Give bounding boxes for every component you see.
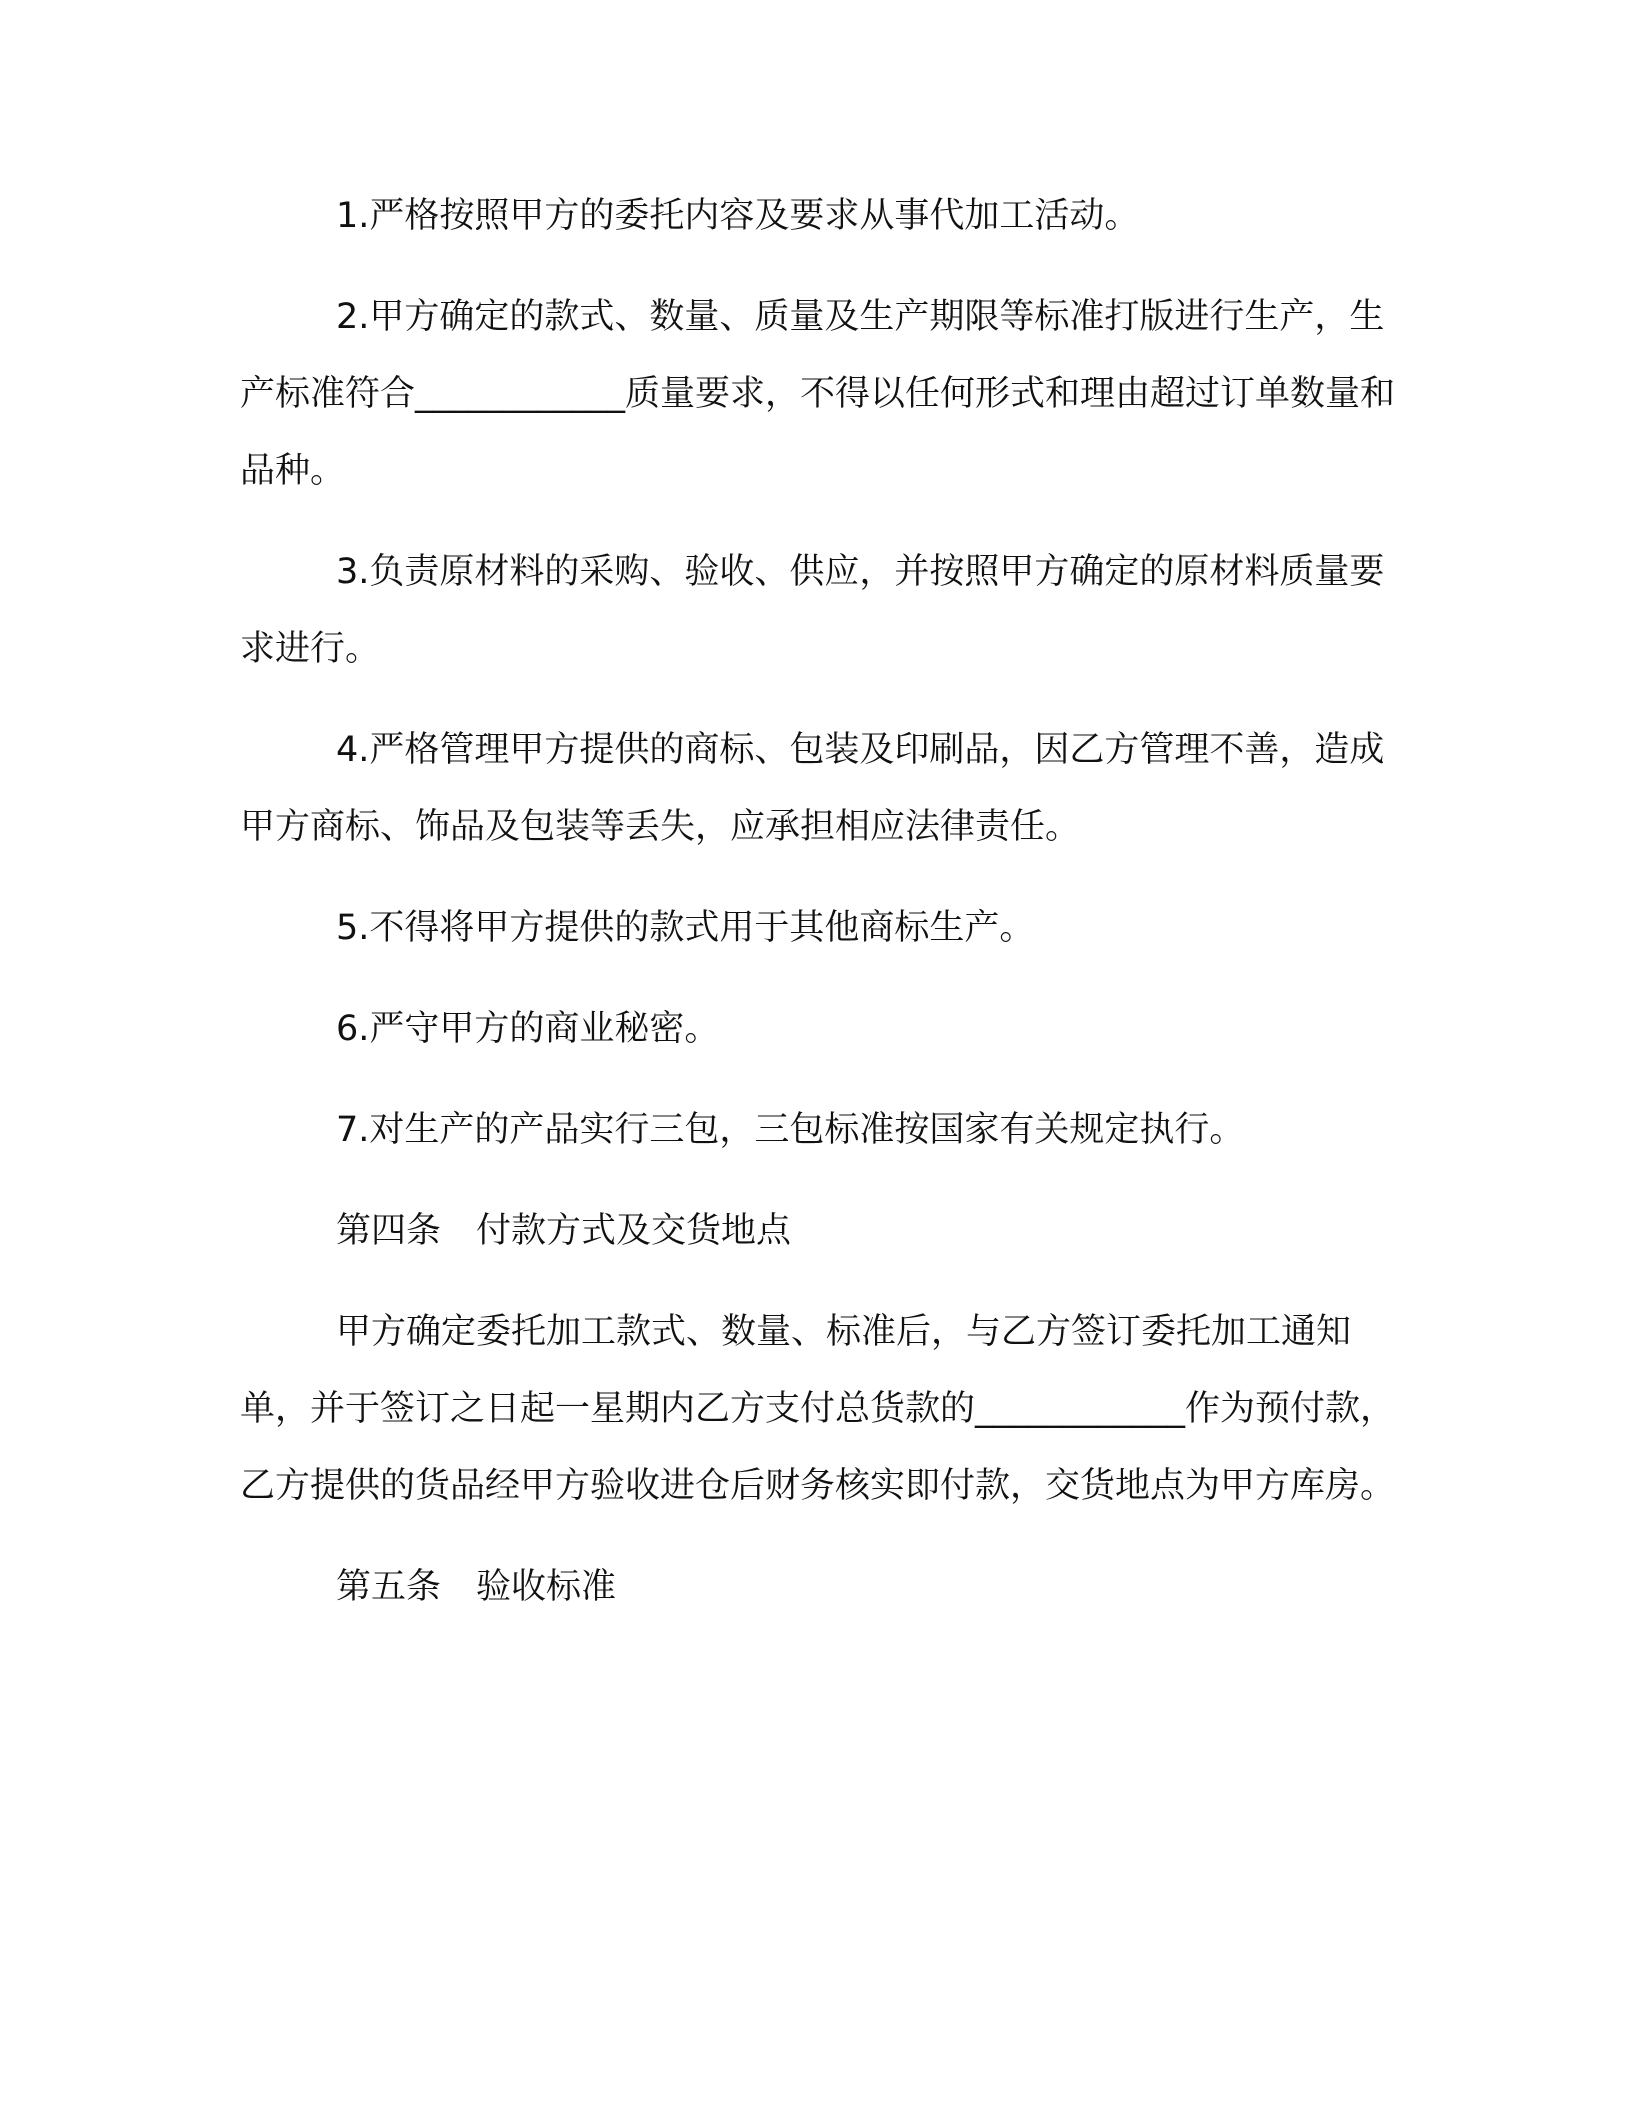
clause-item-5: 5.不得将甲方提供的款式用于其他商标生产。	[336, 908, 1035, 948]
document-body	[240, 178, 1395, 1626]
clause-item-4: 4.严格管理甲方提供的商标、包装及印刷品，因乙方管理不善，造成甲方商标、饰品及包装等丢失，应承担相应法律责任。	[240, 730, 1385, 847]
section-heading-article-4: 第四条 付款方式及交货地点	[336, 1211, 792, 1251]
clause-item-2: 2.甲方确定的款式、数量、质量及生产期限等标准打版进行生产，生产标准符合____________质量要求，不得以任何形式和理由超过订单数量和品种。	[240, 297, 1396, 491]
payment-terms-paragraph: 甲方确定委托加工款式、数量、标准后，与乙方签订委托加工通知单，并于签订之日起一星期内乙方支付总货款的____________作为预付款，乙方提供的货品经甲方验收进仓后财务核实即付款，交货地点为甲方库房。	[240, 1312, 1396, 1506]
section-heading-article-5: 第五条 验收标准	[336, 1567, 617, 1607]
clause-item-3: 3.负责原材料的采购、验收、供应，并按照甲方确定的原材料质量要求进行。	[240, 552, 1385, 669]
clause-item-7: 7.对生产的产品实行三包，三包标准按国家有关规定执行。	[336, 1110, 1245, 1150]
clause-item-1: 1.严格按照甲方的委托内容及要求从事代加工活动。	[336, 196, 1140, 236]
clause-item-6: 6.严守甲方的商业秘密。	[336, 1009, 720, 1049]
